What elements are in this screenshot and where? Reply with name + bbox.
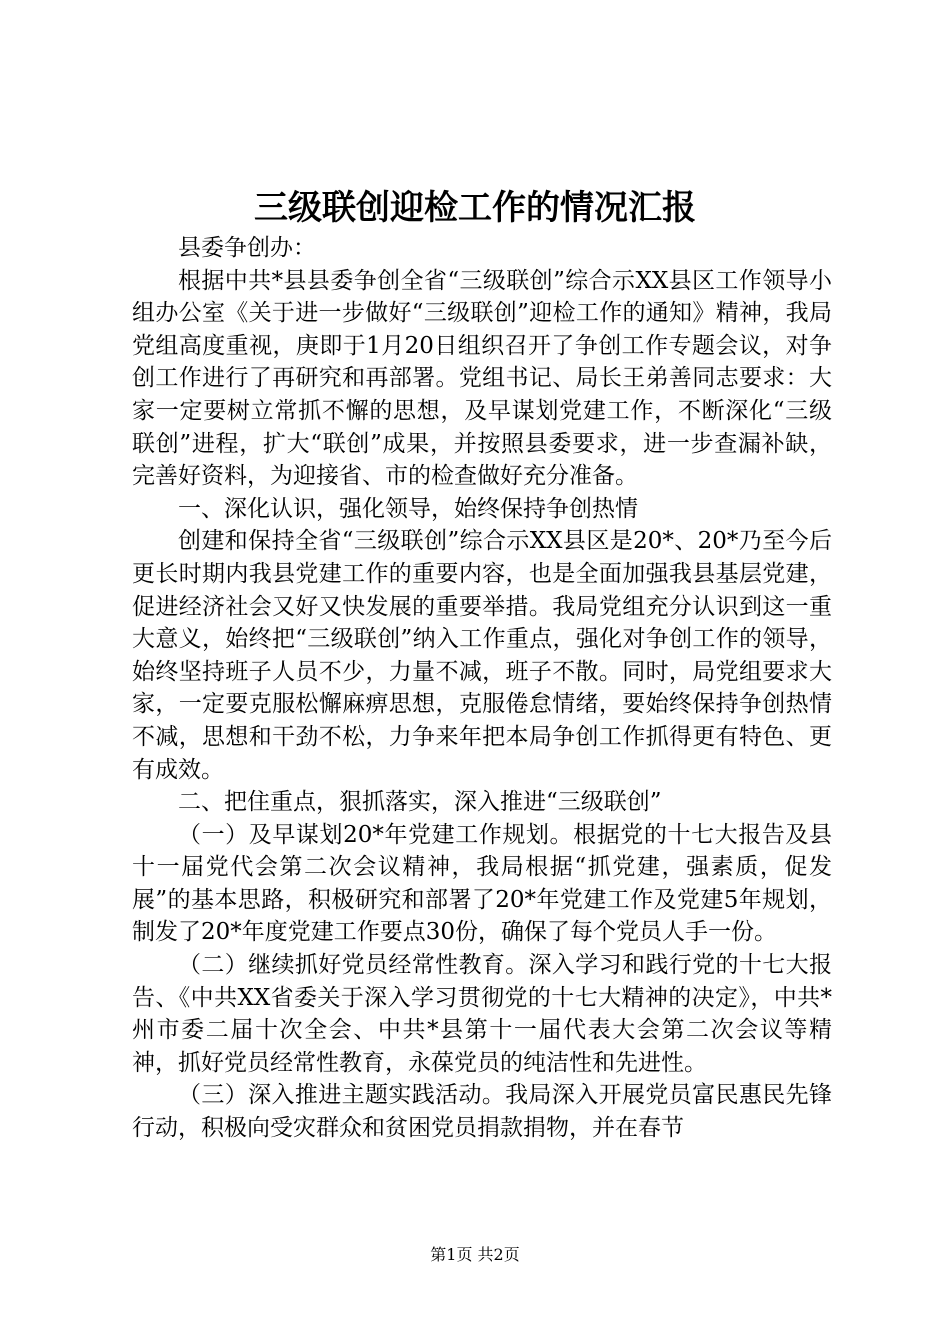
document-body [132,232,832,1145]
paragraph: （二）继续抓好党员经常性教育。深入学习和践行党的十七大报告、《中共XX省委关于深入学习贯彻党的十七大精神的决定》，中共*州市委二届十次全会、中共*县第十一届代表大会第二次会议等精神，抓好党员经常性教育，永葆党员的纯洁性和先进性。 [132,952,832,1076]
section-heading: 一、深化认识，强化领导，始终保持争创热情 [178,495,638,522]
paragraph: 创建和保持全省“三级联创”综合示XX县区是20*、20*乃至今后更长时期内我县党建工作的重要内容，也是全面加强我县基层党建，促进经济社会又好又快发展的重要举措。我局党组充分认识到这一重大意义，始终把“三级联创”纳入工作重点，强化对争创工作的领导，始终坚持班子人员不少，力量不减，班子不散。同时，局党组要求大家，一定要克服松懈麻痹思想，克服倦怠情绪，要始终保持争创热情不减，思想和干劲不松，力争来年把本局争创工作抓得更有特色、更有成效。 [132,528,832,783]
paragraph: （三）深入推进主题实践活动。我局深入开展党员富民惠民先锋行动，积极向受灾群众和贫困党员捐款捐物，并在春节 [132,1082,832,1142]
section-heading: 二、把住重点，狠抓落实，深入推进“三级联创” [178,789,662,816]
paragraph: 根据中共*县县委争创全省“三级联创”综合示XX县区工作领导小组办公室《关于进一步做好“三级联创”迎检工作的通知》精神，我局党组高度重视，庚即于1月20日组织召开了争创工作专题会议，对争创工作进行了再研究和再部署。党组书记、局长王弟善同志要求：大家一定要树立常抓不懈的思想，及早谋划党建工作，不断深化“三级联创”进程，扩大“联创”成果，并按照县委要求，进一步查漏补缺，完善好资料，为迎接省、市的检查做好充分准备。 [132,267,832,490]
document-title: 三级联创迎检工作的情况汇报 [254,188,696,228]
page-number: 第1页 共2页 [430,1245,520,1264]
paragraph: （一）及早谋划20*年党建工作规划。根据党的十七大报告及县十一届党代会第二次会议精神，我局根据“抓党建，强素质，促发展”的基本思路，积极研究和部署了20*年党建工作及党建5年规划，制发了20*年度党建工作要点30份，确保了每个党员人手一份。 [132,821,832,946]
salutation: 县委争创办： [178,235,316,261]
